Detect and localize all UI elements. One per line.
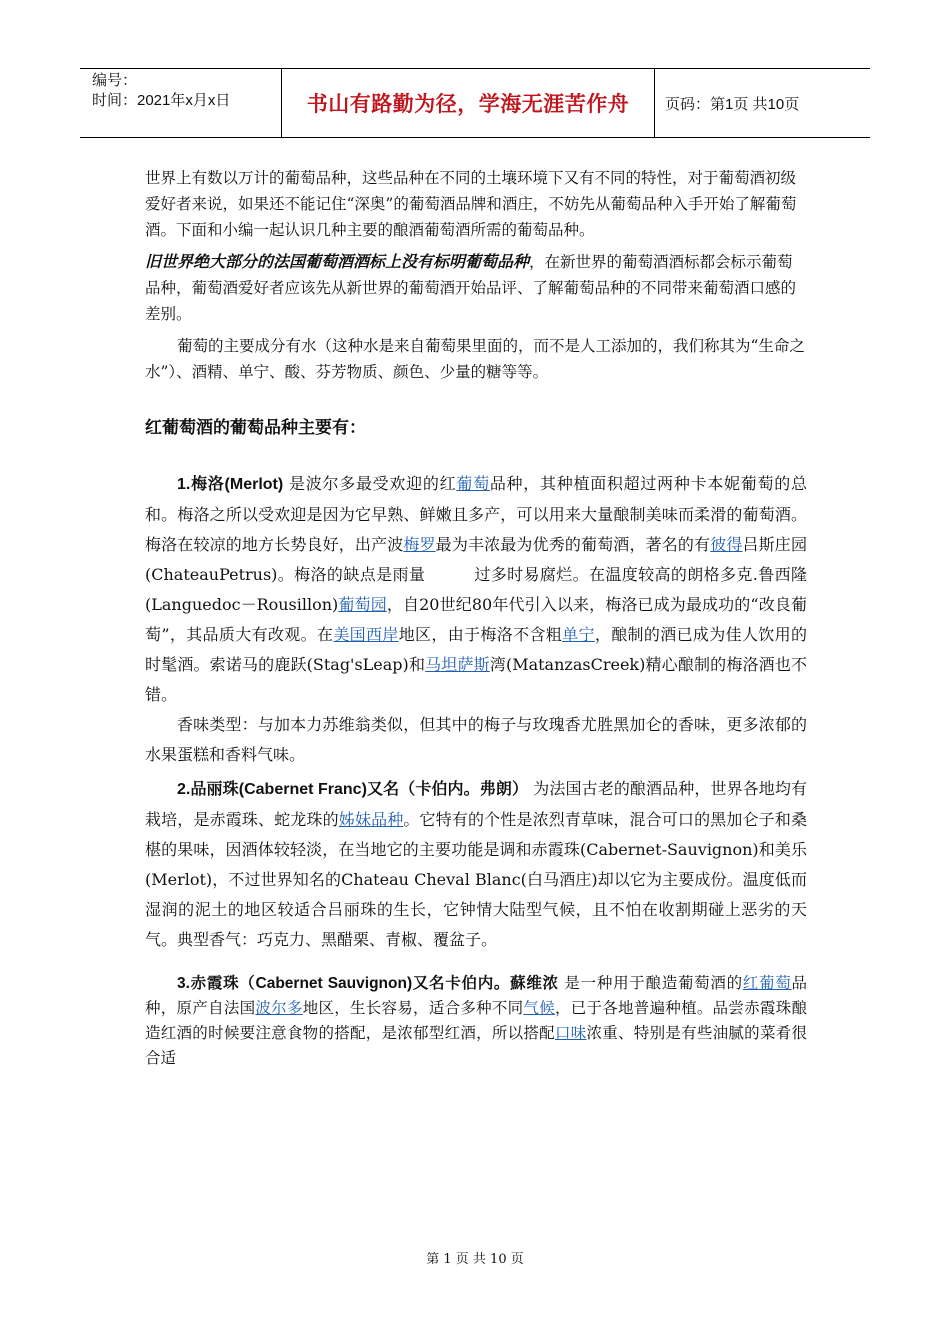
link-petrus[interactable]: 彼得: [710, 535, 743, 554]
cabernet-franc-alias: 又名（卡伯内。弗朗）: [366, 779, 529, 798]
link-vineyard[interactable]: 葡萄园: [338, 595, 387, 614]
document-body: [145, 165, 807, 1071]
header-info-cell: [80, 69, 282, 137]
link-climate[interactable]: 气候: [523, 999, 555, 1017]
header-page-label: 页码：第1页 共10页: [665, 95, 800, 113]
merlot-text-5: ，自20世纪80年代引入以来，梅洛已成为最成功的“改良葡萄”，其品质大有改观。在: [145, 595, 807, 644]
intro-paragraph-2-rest: ，在新世界的葡萄酒酒标都会标示葡萄品种，葡萄酒爱好者应该先从新世界的葡萄酒开始品评、了解葡萄品种的不同带来葡萄酒口感的差别。: [145, 253, 797, 323]
intro-paragraph-2: [145, 249, 807, 327]
merlot-text-7: ，酿制的酒已成为佳人饮用的时髦酒。索诺马的鹿跃(Stag'sLeap)和: [145, 625, 807, 674]
date-label: 时间：2021年x月x日: [92, 92, 231, 109]
link-merlot-pomerol[interactable]: 梅罗: [403, 535, 436, 554]
cabernet-sauvignon-text-1: 是一种用于酿造葡萄酒的: [558, 974, 743, 992]
page-footer: 第 1 页 共 10 页: [426, 1252, 524, 1267]
merlot-text-6: 地区，由于梅洛不含粗: [398, 625, 563, 644]
cabernet-franc-text-1: 为法国古老的酿酒品种，世界各地均有栽培，是赤霞珠、蛇龙珠的: [145, 779, 807, 829]
cabernet-sauvignon-text-2: 品种，原产自法国: [145, 974, 807, 1017]
link-tannin[interactable]: 单宁: [562, 625, 595, 644]
header-table: [80, 68, 870, 138]
link-red-grape[interactable]: 红葡萄: [742, 974, 792, 992]
cabernet-franc-label: 2.品丽珠(Cabernet Franc): [177, 781, 367, 798]
cabernet-sauvignon-paragraph: [145, 971, 807, 1071]
link-sister-variety[interactable]: 姊妹品种: [338, 810, 404, 829]
merlot-aroma-paragraph: 香味类型：与加本力苏维翁类似，但其中的梅子与玫瑰香尤胜黑加仑的香味，更多浓郁的水果蛋糕和香料气味。: [145, 715, 807, 764]
link-taste[interactable]: 口味: [554, 1024, 587, 1042]
cabernet-sauvignon-text-3: 地区，生长容易，适合多种不同: [302, 999, 524, 1017]
intro-highlight: 旧世界绝大部分的法国葡萄酒酒标上没有标明葡萄品种: [145, 252, 530, 271]
cabernet-sauvignon-text-5: 浓重、特别是有些油腻的菜肴很合适: [145, 1024, 807, 1067]
merlot-paragraph: [145, 469, 807, 710]
link-matanzas[interactable]: 马坦萨斯: [425, 655, 490, 674]
link-us-west-coast[interactable]: 美国西岸: [333, 625, 399, 644]
intro-paragraph-1: 世界上有数以万计的葡萄品种，这些品种在不同的土壤环境下又有不同的特性，对于葡萄酒初级爱好者来说，如果还不能记住“深奥”的葡萄酒品牌和酒庄，不妨先从葡萄品种入手开始了解葡萄酒。下面和小编一起认识几种主要的酿酒葡萄酒所需的葡萄品种。: [145, 169, 797, 239]
merlot-text-2: 品种，其种植面积超过两种卡本妮葡萄的总和。梅洛之所以受欢迎是因为它早熟、鲜嫩且多产，可以用来大量酿制美味而柔滑的葡萄酒。梅洛在较凉的地方长势良好，出产波: [145, 474, 807, 554]
section-title: 红葡萄酒的葡萄品种主要有：: [145, 418, 366, 438]
merlot-text-1: 是波尔多最受欢迎的红: [283, 474, 457, 493]
merlot-text-3: 最为丰浓最为优秀的葡萄酒，著名的有: [435, 535, 711, 554]
intro-paragraph-3: 葡萄的主要成分有水（这种水是来自葡萄果里面的，而不是人工添加的，我们称其为“生命之水”）、酒精、单宁、酸、芬芳物质、颜色、少量的糖等等。: [145, 337, 805, 381]
header-motto: 书山有路勤为径，学海无涯苦作舟: [282, 69, 655, 137]
merlot-text-4: 吕斯庄园(ChateauPetrus)。梅洛的缺点是雨量 过多时易腐烂。在温度较高的朗格多克.鲁西隆(Languedoc－Rousillon): [145, 535, 807, 614]
link-grape[interactable]: 葡萄: [456, 474, 490, 493]
cabernet-franc-text-2: 。它特有的个性是浓烈青草味，混合可口的黑加仑子和桑椹的果味，因酒体较轻淡，在当地它的主要功能是调和赤霞珠(Cabernet-Sauvignon)和美乐(Merlot)，不过世界知名的Chateau Cheval Blanc(白马酒庄)却以它为主要成份。温度低而湿润的泥土的地区较适合吕丽珠的生长，它钟情大陆型气候，且不怕在收割期碰上恶劣的天气。典型香气：巧克力、黑醋栗、青椒、覆盆子。: [145, 810, 807, 949]
merlot-label: 1.梅洛(Merlot): [177, 476, 284, 493]
cabernet-sauvignon-text-4: ，已于各地普遍种植。品尝赤霞珠酿造红酒的时候要注意食物的搭配，是浓郁型红酒，所以搭配: [145, 999, 807, 1042]
merlot-text-8: 湾(MatanzasCreek)精心酿制的梅洛酒也不错。: [145, 655, 807, 704]
cabernet-franc-paragraph: [145, 774, 807, 955]
number-label: 编号：: [92, 72, 138, 89]
link-bordeaux[interactable]: 波尔多: [255, 999, 303, 1017]
cabernet-sauvignon-label: 3.赤霞珠（Cabernet Sauvignon)又名卡伯内。蘇维浓: [177, 975, 559, 992]
